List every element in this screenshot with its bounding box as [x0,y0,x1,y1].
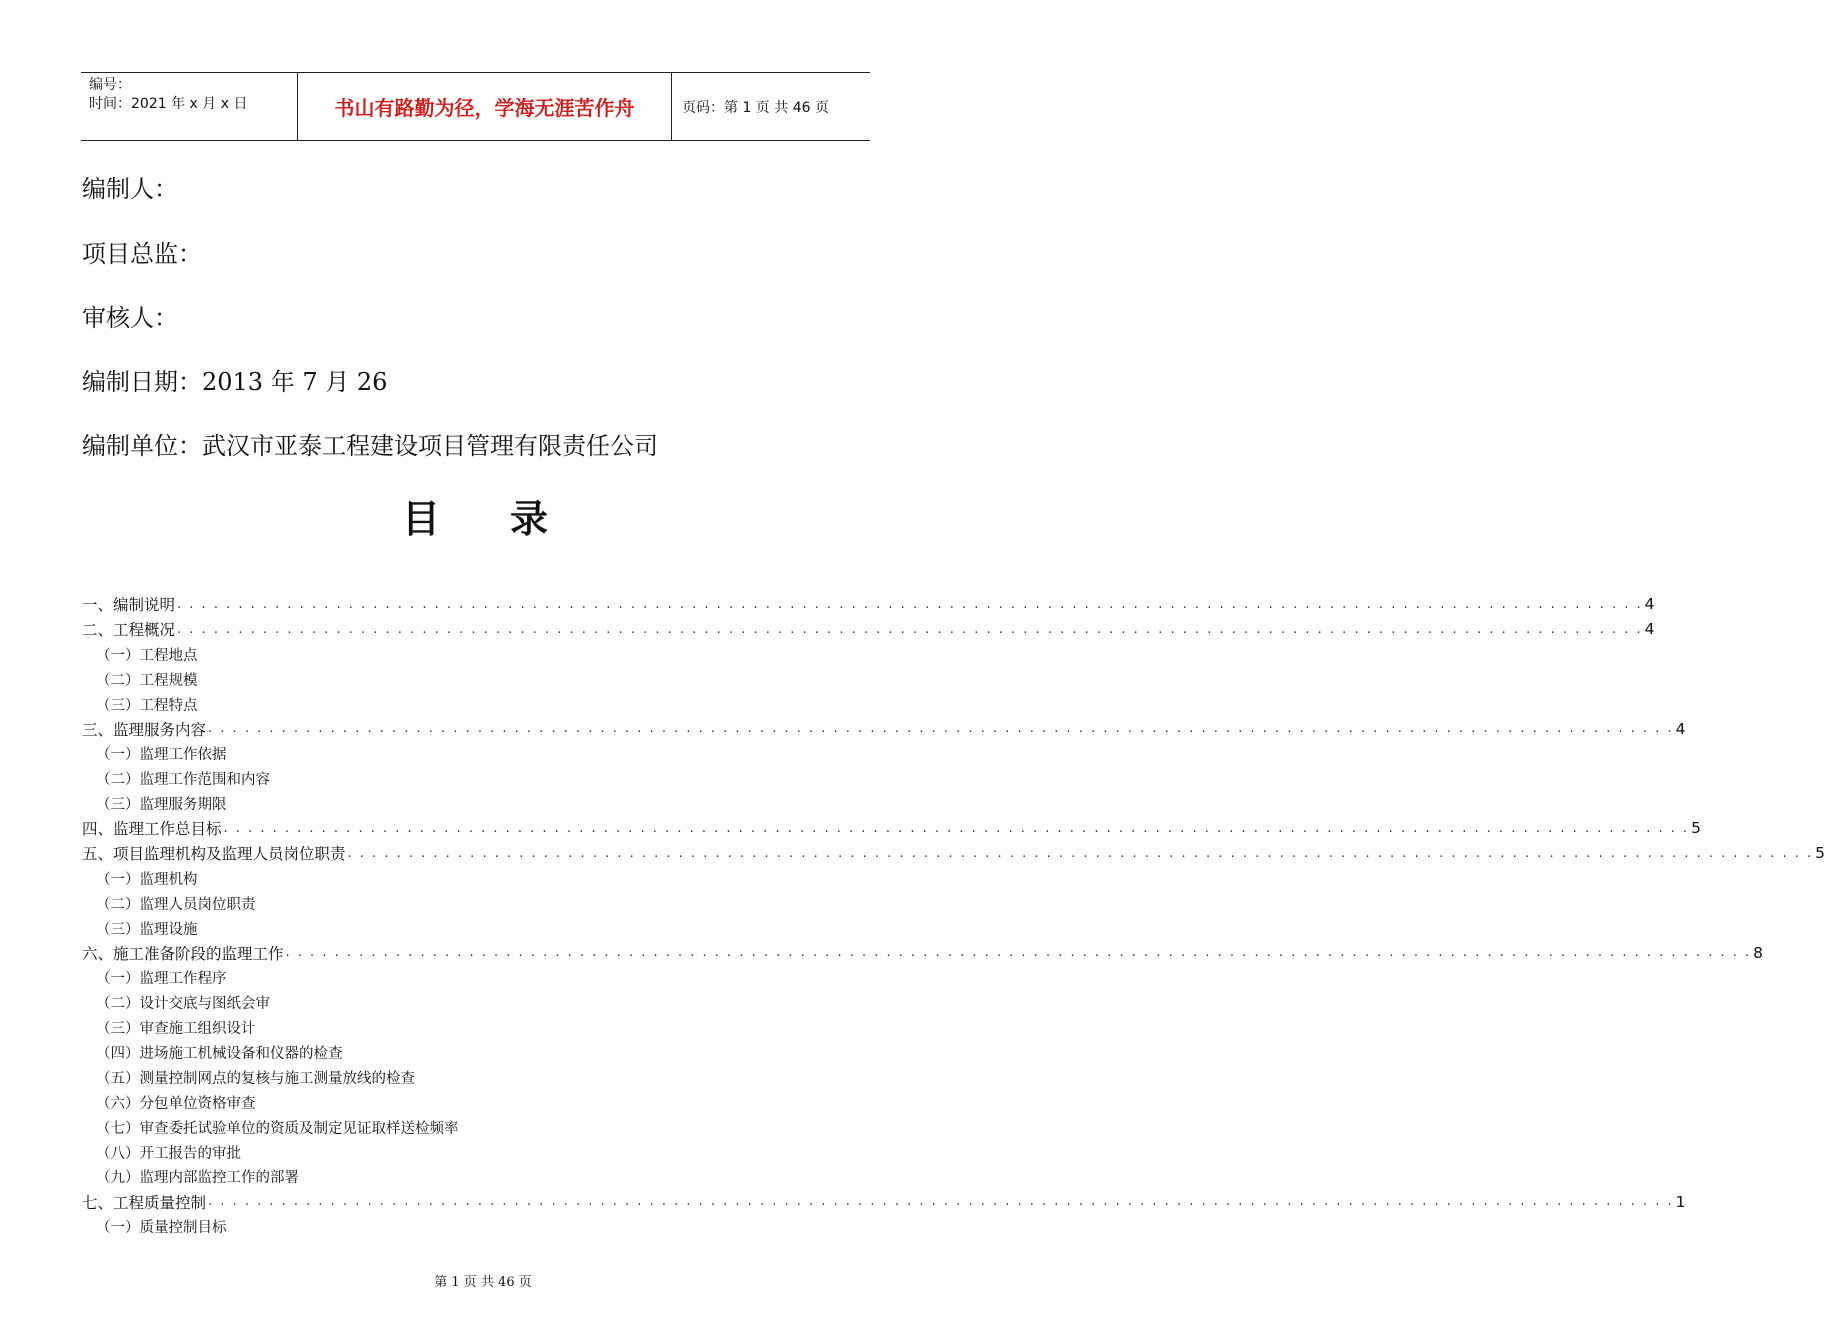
toc-subentry-title: （二）监理工作范围和内容 [96,772,270,789]
toc-entry[interactable] [82,940,1764,965]
toc-entry-title: 监理服务内容 [113,720,207,739]
toc-subentry-title: （三）审查施工组织设计 [96,1021,256,1038]
toc-subentry[interactable] [82,891,869,916]
toc-leader-dots: . . . . . . . . . . . . . . . . . . . . . . . . . . . . . . . . . . . . . . . . . . . . . . . . . . . . . . . . . . . . . . . . . . . . . . . . . . . . . . . . . . . . . . . . . . . . . . . . . . . . . . . . . . . . . . . . . . . . . . . . [208,721,1674,737]
toc-subentry[interactable] [82,1115,869,1140]
toc-entry-page: 5 [1815,844,1825,863]
toc-subentry[interactable] [82,1065,869,1090]
toc-entry-page: 4 [1644,595,1655,614]
toc-subentry[interactable] [82,692,869,717]
toc-entry-title: 编制说明 [113,596,176,615]
toc-title-char-1: 目 [401,497,440,541]
code-label: 编号： [89,77,131,93]
toc-leader-dots: . . . . . . . . . . . . . . . . . . . . . . . . . . . . . . . . . . . . . . . . . . . . . . . . . . . . . . . . . . . . . . . . . . . . . . . . . . . . . . . . . . . . . . . . . . . . . . . . . . . . . . . . . . . . . . . . . . . . . . . . [347,845,1814,861]
toc-entry-page: 1 [1675,1192,1686,1211]
toc-entry-number: 七、 [82,1193,114,1212]
toc-leader-dots: . . . . . . . . . . . . . . . . . . . . . . . . . . . . . . . . . . . . . . . . . . . . . . . . . . . . . . . . . . . . . . . . . . . . . . . . . . . . . . . . . . . . . . . . . . . . . . . . . . . . . . . . . . . . . . . . . . . . . . . . [223,820,1690,836]
toc-subentry[interactable] [82,1214,869,1239]
toc-entry[interactable] [82,1189,1686,1214]
toc-subentry[interactable] [82,1164,869,1189]
compiler-line: 编制人： [82,175,178,203]
toc-leader-dots: . . . . . . . . . . . . . . . . . . . . . . . . . . . . . . . . . . . . . . . . . . . . . . . . . . . . . . . . . . . . . . . . . . . . . . . . . . . . . . . . . . . . . . . . . . . . . . . . . . . . . . . . . . . . . . . . . . . . . . . . [177,596,1643,612]
toc-subentry[interactable] [82,766,869,791]
toc-entry-number: 一、 [82,596,114,615]
date-label: 时间：2021 年 x 月 x 日 [89,96,248,112]
toc-subentry-title: （四）进场施工机械设备和仪器的检查 [96,1045,343,1062]
toc-subentry[interactable] [82,866,869,891]
page-footer: 第 1 页 共 46 页 [434,1275,532,1290]
toc-entry-page: 4 [1675,719,1686,738]
toc-entry-title: 施工准备阶段的监理工作 [113,944,284,963]
toc-entry-number: 五、 [82,845,114,864]
toc-subentry-title: （三）监理服务期限 [96,797,227,814]
toc-entry-title: 监理工作总目标 [113,820,222,839]
toc-entry[interactable] [82,841,1825,866]
toc-subentry-title: （一）监理工作依据 [96,747,227,764]
toc-entry-number: 二、 [82,621,114,640]
toc-title-char-2: 录 [510,497,549,541]
toc-subentry[interactable] [82,1090,869,1115]
unit-line: 编制单位：武汉市亚泰工程建设项目管理有限责任公司 [82,432,658,460]
toc-entry-number: 六、 [82,944,114,963]
toc-subentry-title: （二）监理人员岗位职责 [96,896,256,913]
toc-leader-dots: . . . . . . . . . . . . . . . . . . . . . . . . . . . . . . . . . . . . . . . . . . . . . . . . . . . . . . . . . . . . . . . . . . . . . . . . . . . . . . . . . . . . . . . . . . . . . . . . . . . . . . . . . . . . . . . . . . . . . . . . [177,621,1643,637]
toc-subentry[interactable] [82,1015,869,1040]
toc-leader-dots: . . . . . . . . . . . . . . . . . . . . . . . . . . . . . . . . . . . . . . . . . . . . . . . . . . . . . . . . . . . . . . . . . . . . . . . . . . . . . . . . . . . . . . . . . . . . . . . . . . . . . . . . . . . . . . . . . . . . . . . . [208,1194,1674,1210]
toc-subentry-title: （七）审查委托试验单位的资质及制定见证取样送检频率 [96,1120,459,1137]
toc-subentry[interactable] [82,1140,869,1165]
toc-subentry-title: （三）工程特点 [96,697,198,714]
toc-subentry-title: （二）设计交底与图纸会审 [96,996,270,1013]
toc-entry-number: 四、 [82,820,114,839]
toc-entry-title: 工程概况 [113,621,176,640]
table-of-contents [82,592,1825,1239]
toc-subentry[interactable] [82,1040,869,1065]
toc-entry[interactable] [82,816,1702,841]
toc-subentry-title: （三）监理设施 [96,921,198,938]
toc-entry[interactable] [82,716,1686,741]
toc-entry[interactable] [82,617,1655,642]
toc-subentry-title: （一）监理机构 [96,871,198,888]
toc-subentry[interactable] [82,667,869,692]
header-left-cell [81,73,298,140]
toc-subentry[interactable] [82,916,869,941]
reviewer-line: 审核人： [82,304,178,332]
toc-entry-page: 8 [1753,943,1764,962]
header-table [81,72,870,141]
toc-subentry[interactable] [82,741,869,766]
toc-entry-page: 5 [1691,819,1702,838]
toc-entry-title: 项目监理机构及监理人员岗位职责 [113,845,346,864]
toc-subentry[interactable] [82,642,869,667]
toc-entry-number: 三、 [82,720,114,739]
toc-subentry-title: （一）监理工作程序 [96,971,227,988]
chief-line: 项目总监： [82,240,202,268]
toc-subentry-title: （一）质量控制目标 [96,1220,227,1237]
header-motto: 书山有路勤为径，学海无涯苦作舟 [298,73,672,140]
toc-subentry-title: （一）工程地点 [96,647,198,664]
toc-entry-title: 工程质量控制 [113,1193,207,1212]
toc-subentry[interactable] [82,791,869,816]
toc-subentry-title: （二）工程规模 [96,672,198,689]
toc-subentry-title: （五）测量控制网点的复核与施工测量放线的检查 [96,1070,415,1087]
date-line: 编制日期：2013 年 7 月 26 [82,368,388,396]
toc-leader-dots: . . . . . . . . . . . . . . . . . . . . . . . . . . . . . . . . . . . . . . . . . . . . . . . . . . . . . . . . . . . . . . . . . . . . . . . . . . . . . . . . . . . . . . . . . . . . . . . . . . . . . . . . . . . . . . . . . . . . . . . . [285,945,1752,961]
toc-title [0,488,950,543]
toc-entry[interactable] [82,592,1655,617]
toc-entry-page: 4 [1644,620,1655,639]
toc-subentry-title: （八）开工报告的审批 [96,1145,241,1162]
toc-subentry-title: （六）分包单位资格审查 [96,1095,256,1112]
toc-subentry[interactable] [82,965,869,990]
toc-subentry[interactable] [82,990,869,1015]
toc-subentry-title: （九）监理内部监控工作的部署 [96,1170,299,1187]
header-page-info: 页码：第 1 页 共 46 页 [682,99,829,116]
